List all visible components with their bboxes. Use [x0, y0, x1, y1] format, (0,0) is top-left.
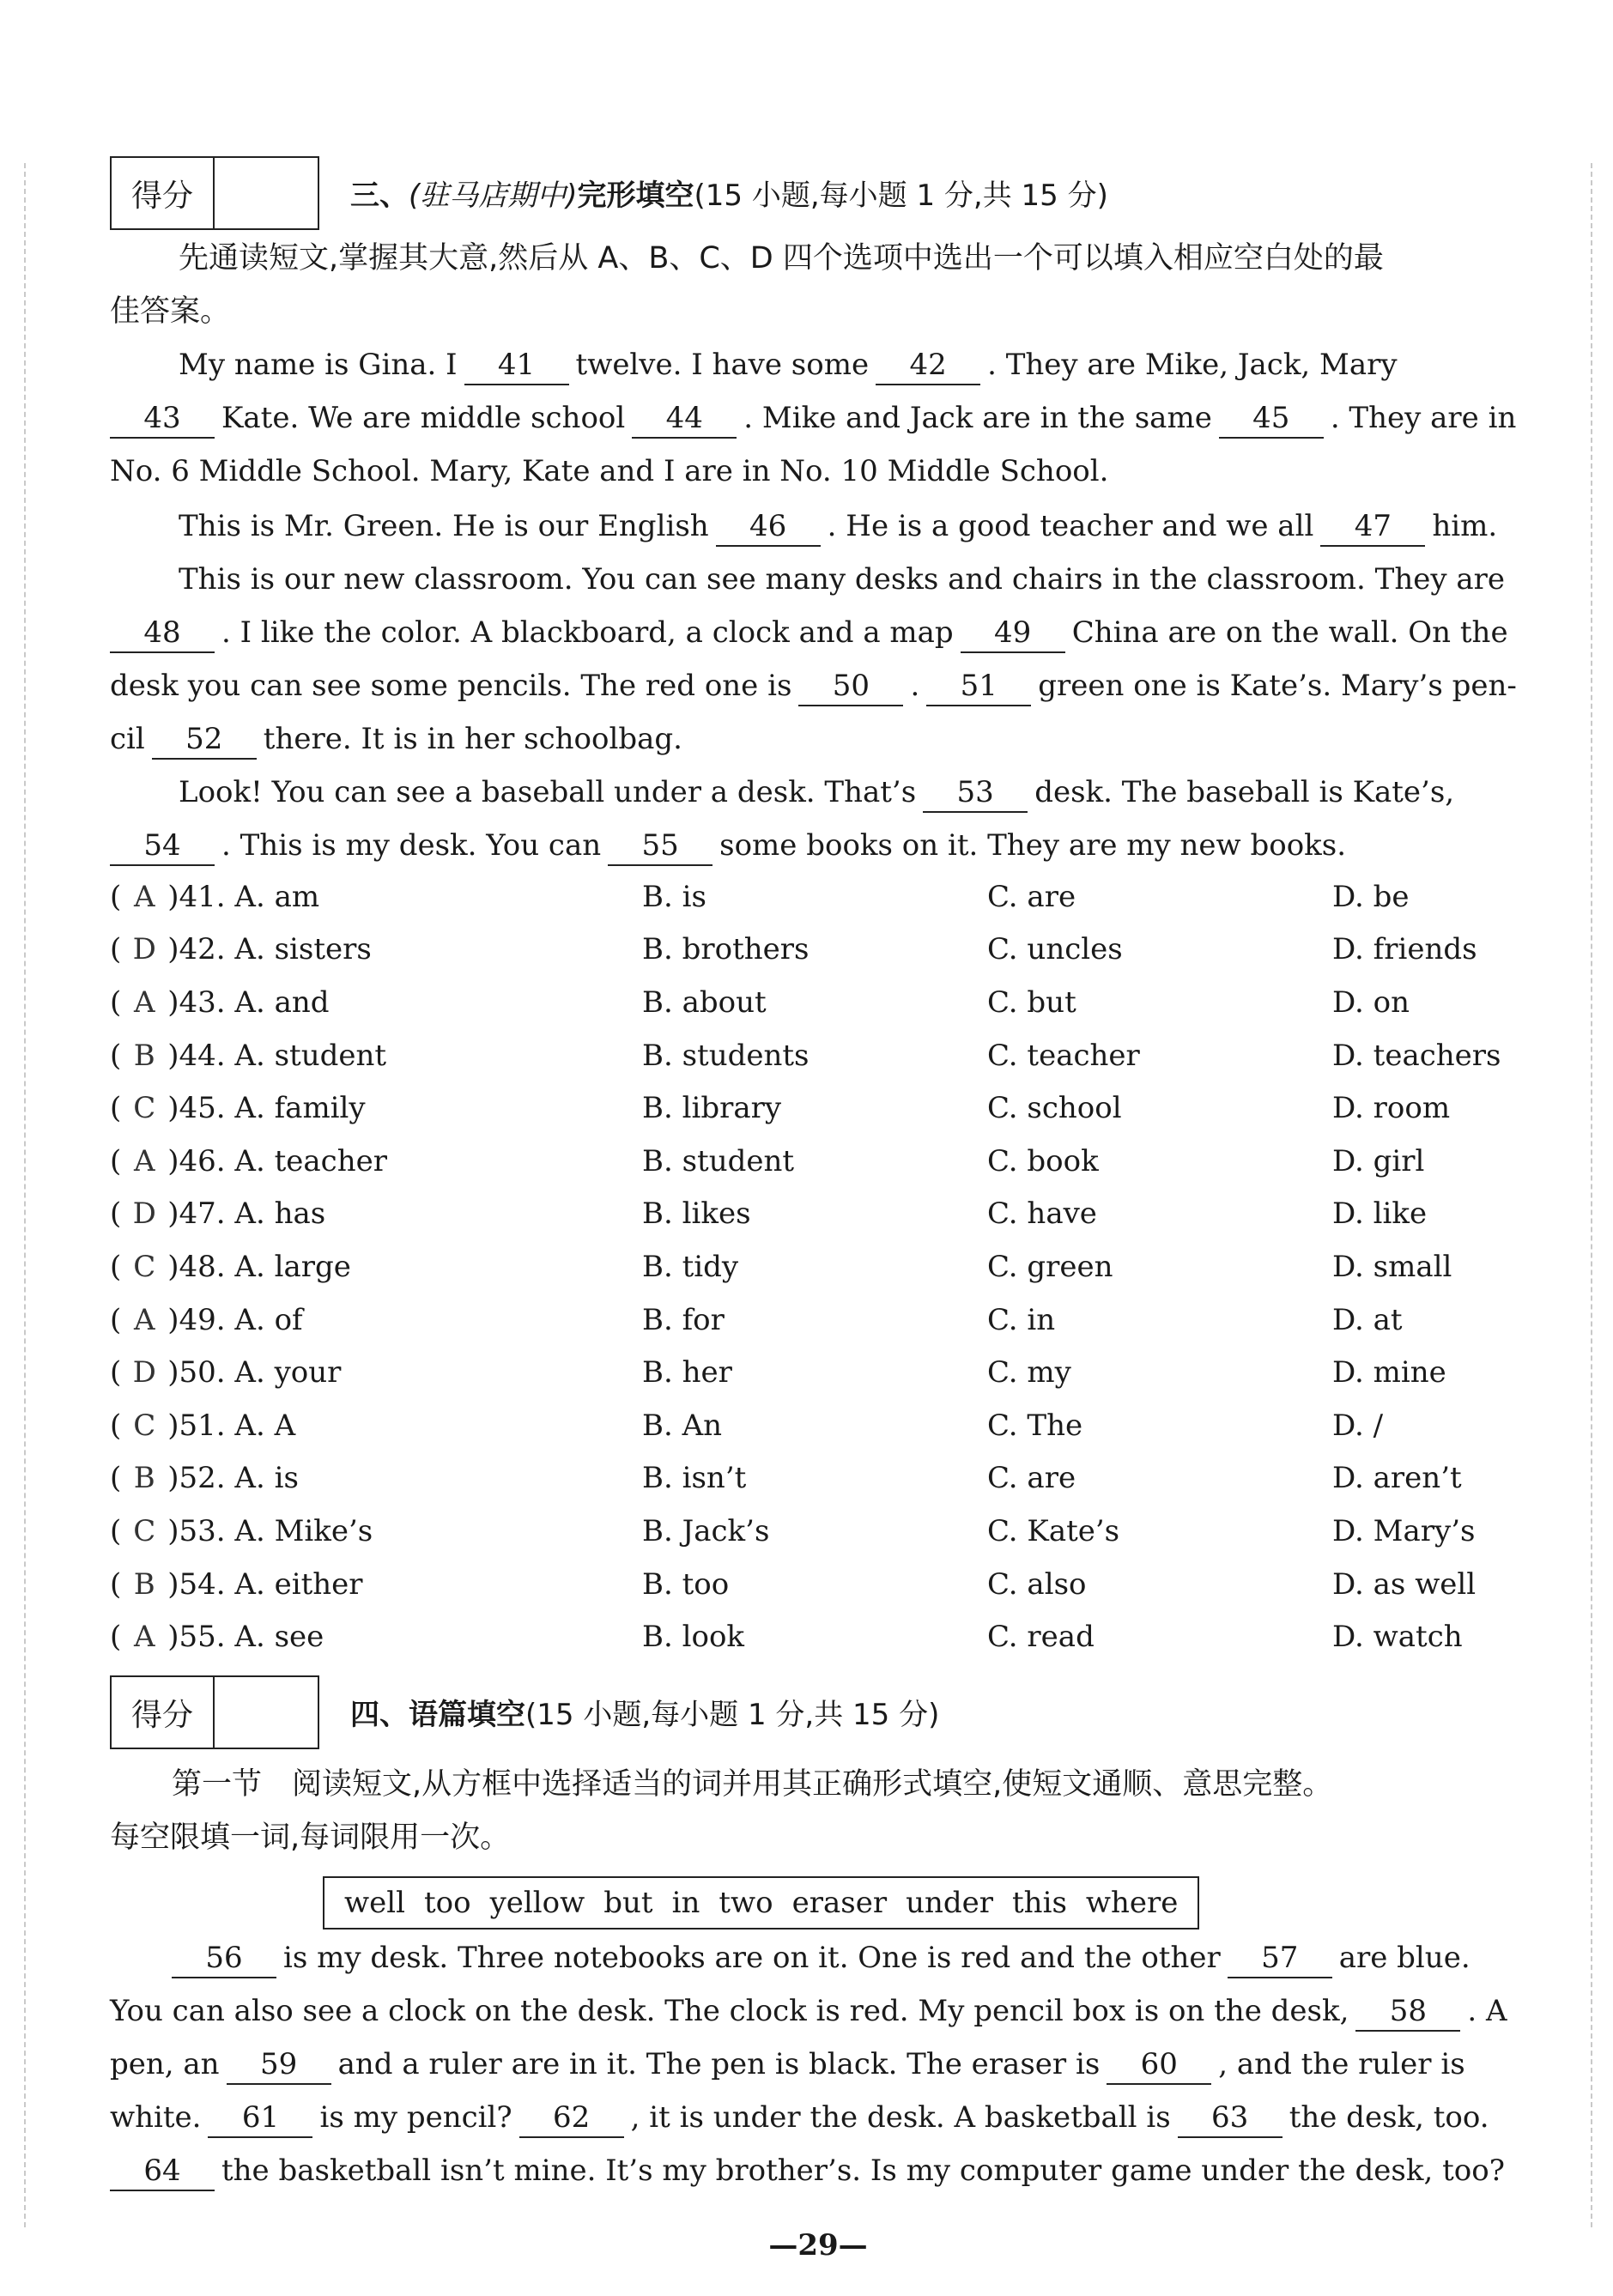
section4-name: 语篇填空: [409, 1698, 525, 1732]
passage4-paragraph1: 56 is my desk. Three notebooks are on it. One is red and the other 57 are blue. You can also see a clock on the desk. The clock is red. My pencil box is on the desk, 58 . A pen, an 59 and a ruler are in it. The pen is black. The eraser is 60 , and the ruler is white. 61 is my pencil? 62 , it is under the desk. A basketball is 63 the desk, too. 64 the basketball isn’t mine. It’s my brother’s. Is my computer game under the desk, too?: [110, 1931, 1526, 2197]
blank-59: 59: [227, 2045, 331, 2085]
blank-63: 63: [1178, 2099, 1283, 2138]
option-row: ( B )44. A. student B. students C. teacher D. teachers: [110, 1029, 1526, 1082]
question-number: )42.: [167, 932, 226, 967]
option-c: C. but: [987, 984, 1076, 1020]
option-d: D. on: [1332, 984, 1410, 1020]
option-d: D. /: [1332, 1408, 1384, 1443]
question-number: )50.: [167, 1355, 226, 1390]
option-d: D. teachers: [1332, 1038, 1501, 1073]
option-b: B. An: [642, 1408, 723, 1443]
word-bank-item: under: [906, 1886, 994, 1920]
word-bank-item: where: [1085, 1886, 1179, 1920]
blank-52: 52: [152, 720, 257, 760]
option-d: D. Mary’s: [1332, 1513, 1476, 1548]
option-a: A. is: [234, 1461, 299, 1496]
blank-42: 42: [876, 346, 980, 385]
option-b: B. for: [642, 1302, 725, 1337]
option-row: ( D )42. A. sisters B. brothers C. uncles D. friends: [110, 924, 1526, 977]
answer-letter: A: [133, 1302, 155, 1337]
word-bank-item: eraser: [791, 1886, 888, 1920]
option-d: D. watch: [1332, 1620, 1463, 1655]
option-d: D. at: [1332, 1302, 1403, 1337]
passage3-paragraph3: This is our new classroom. You can see many desks and chairs in the classroom. They are 48 . I like the color. A blackboard, a clock and a map 49 China are on the wall. On the desk you can see some pencils. The red one is 50 . 51 green one is Kate’s. Mary’s pen- cil 52 there. It is in her schoolbag.: [110, 553, 1526, 766]
option-row: ( B )52. A. is B. isn’t C. are D. aren’t: [110, 1452, 1526, 1505]
word-bank-item: but: [603, 1886, 653, 1920]
word-bank-item: in: [671, 1886, 700, 1920]
option-d: D. mine: [1332, 1355, 1446, 1390]
option-row: ( B )54. A. either B. too C. also D. as well: [110, 1558, 1526, 1611]
answer-letter: A: [133, 984, 155, 1020]
score-box-section3: [110, 156, 319, 230]
section3-number: 三、: [350, 179, 409, 213]
option-c: C. in: [987, 1302, 1056, 1337]
instruction-line1: 先通读短文,掌握其大意,然后从 A、B、C、D 四个选项中选出一个可以填入相应空白处的最: [179, 241, 1384, 276]
option-a: A. sisters: [234, 932, 372, 967]
question-number: )44.: [167, 1038, 226, 1073]
right-margin-dashes: [1591, 163, 1592, 2227]
option-a: A. large: [234, 1249, 351, 1284]
option-c: C. book: [987, 1143, 1099, 1178]
section4-instructions: [110, 1758, 1526, 1864]
option-b: B. brothers: [642, 932, 810, 967]
passage3-paragraph1: My name is Gina. I 41 twelve. I have some 42 . They are Mike, Jack, Mary 43 Kate. We are middle school 44 . Mike and Jack are in the same 45 . They are in No. 6 Middle School. Mary, Kate and I are in No. 10 Middle School.: [110, 348, 1517, 488]
blank-48: 48: [110, 614, 215, 653]
option-c: C. green: [987, 1249, 1113, 1284]
option-a: A. has: [234, 1196, 326, 1232]
option-row: ( D )47. A. has B. likes C. have D. like: [110, 1188, 1526, 1241]
section4-points: (15 小题,每小题 1 分,共 15 分): [525, 1698, 940, 1732]
instruction-line1: 第一节 阅读短文,从方框中选择适当的词并用其正确形式填空,使短文通顺、意思完整。: [172, 1767, 1333, 1802]
answer-letter: B: [133, 1038, 155, 1073]
answer-letter: C: [133, 1513, 156, 1548]
option-a: A. and: [234, 984, 330, 1020]
blank-54: 54: [110, 827, 215, 866]
score-blank: [215, 158, 318, 228]
blank-45: 45: [1219, 399, 1324, 439]
option-a: A. student: [234, 1038, 387, 1073]
section3-instructions: [110, 232, 1526, 338]
option-row: ( A )43. A. and B. about C. but D. on: [110, 976, 1526, 1029]
page-number: —29—: [768, 2228, 868, 2263]
blank-43: 43: [110, 399, 215, 439]
answer-letter: A: [133, 1620, 155, 1655]
blank-44: 44: [632, 399, 737, 439]
question-number: )46.: [167, 1143, 226, 1178]
option-d: D. friends: [1332, 932, 1477, 967]
passage3-paragraph4: Look! You can see a baseball under a desk. That’s 53 desk. The baseball is Kate’s, 54 . This is my desk. You can 55 some books on it. They are my new books.: [110, 766, 1526, 872]
question-number: )48.: [167, 1249, 226, 1284]
blank-55: 55: [608, 827, 713, 866]
option-b: B. isn’t: [642, 1461, 747, 1496]
question-number: )43.: [167, 984, 226, 1020]
option-row: ( D )50. A. your B. her C. my D. mine: [110, 1346, 1526, 1399]
blank-60: 60: [1107, 2045, 1211, 2085]
option-b: B. about: [642, 984, 767, 1020]
score-label: 得分: [112, 1677, 215, 1748]
option-b: B. likes: [642, 1196, 751, 1232]
option-d: D. aren’t: [1332, 1461, 1462, 1496]
answer-letter: B: [133, 1566, 155, 1602]
question-number: )52.: [167, 1461, 226, 1496]
option-a: A. teacher: [234, 1143, 387, 1178]
blank-61: 61: [208, 2099, 312, 2138]
option-c: C. read: [987, 1620, 1095, 1655]
score-label: 得分: [112, 158, 215, 228]
option-d: D. room: [1332, 1091, 1451, 1126]
option-b: B. her: [642, 1355, 732, 1390]
option-a: A. am: [234, 879, 320, 914]
instruction-line2: 每空限填一词,每词限用一次。: [110, 1820, 511, 1855]
options-list: [110, 870, 1526, 1663]
option-b: B. too: [642, 1566, 730, 1602]
blank-50: 50: [798, 667, 903, 706]
option-d: D. like: [1332, 1196, 1428, 1232]
blank-46: 46: [716, 507, 821, 547]
passage3-paragraph2: This is Mr. Green. He is our English 46 . He is a good teacher and we all 47 him.: [110, 500, 1526, 553]
answer-letter: C: [133, 1408, 156, 1443]
option-c: C. have: [987, 1196, 1097, 1232]
option-a: A. your: [234, 1355, 342, 1390]
answer-letter: A: [133, 1143, 155, 1178]
question-number: )45.: [167, 1091, 226, 1126]
option-c: C. my: [987, 1355, 1071, 1390]
option-a: A. see: [234, 1620, 324, 1655]
option-c: C. are: [987, 879, 1076, 914]
option-row: ( A )41. A. am B. is C. are D. be: [110, 870, 1526, 924]
option-b: B. tidy: [642, 1249, 739, 1284]
option-row: ( C )51. A. A B. An C. The D. /: [110, 1399, 1526, 1452]
section4-number: 四、: [350, 1698, 409, 1732]
section3-points: (15 小题,每小题 1 分,共 15 分): [694, 179, 1108, 213]
option-c: C. are: [987, 1461, 1076, 1496]
word-bank-item: too: [423, 1886, 471, 1920]
section3-name: 完形填空: [577, 179, 694, 213]
option-d: D. as well: [1332, 1566, 1477, 1602]
instruction-line2: 佳答案。: [110, 294, 231, 329]
word-bank-item: this: [1012, 1886, 1067, 1920]
word-bank-item: well: [344, 1886, 405, 1920]
option-row: ( C )48. A. large B. tidy C. green D. small: [110, 1240, 1526, 1293]
left-margin-dashes: [24, 163, 26, 2227]
option-a: A. A: [234, 1408, 296, 1443]
question-number: )55.: [167, 1620, 226, 1655]
score-blank: [215, 1677, 318, 1748]
option-c: C. The: [987, 1408, 1083, 1443]
option-row: ( A )46. A. teacher B. student C. book D. girl: [110, 1135, 1526, 1188]
option-d: D. small: [1332, 1249, 1452, 1284]
blank-64: 64: [110, 2152, 215, 2191]
option-row: ( C )45. A. family B. library C. school D. room: [110, 1081, 1526, 1135]
answer-letter: D: [132, 1196, 156, 1232]
option-b: B. student: [642, 1143, 795, 1178]
blank-62: 62: [519, 2099, 624, 2138]
question-number: )47.: [167, 1196, 226, 1232]
option-c: C. Kate’s: [987, 1513, 1120, 1548]
blank-53: 53: [923, 773, 1028, 813]
answer-letter: D: [132, 932, 156, 967]
option-c: C. school: [987, 1091, 1122, 1126]
option-row: ( C )53. A. Mike’s B. Jack’s C. Kate’s D. Mary’s: [110, 1505, 1526, 1558]
blank-51: 51: [926, 667, 1031, 706]
answer-letter: C: [133, 1091, 156, 1126]
option-a: A. family: [234, 1091, 366, 1126]
option-c: C. also: [987, 1566, 1087, 1602]
option-c: C. uncles: [987, 932, 1123, 967]
option-b: B. look: [642, 1620, 745, 1655]
option-c: C. teacher: [987, 1038, 1140, 1073]
option-d: D. be: [1332, 879, 1410, 914]
section3-title: [350, 172, 1108, 214]
section4-title: [350, 1691, 939, 1733]
blank-58: 58: [1355, 1992, 1460, 2032]
answer-letter: D: [132, 1355, 156, 1390]
option-row: ( A )55. A. see B. look C. read D. watch: [110, 1610, 1526, 1663]
option-b: B. students: [642, 1038, 810, 1073]
blank-57: 57: [1228, 1939, 1332, 1978]
blank-49: 49: [961, 614, 1065, 653]
option-a: A. either: [234, 1566, 363, 1602]
word-bank-item: yellow: [489, 1886, 585, 1920]
option-a: A. Mike’s: [234, 1513, 373, 1548]
option-b: B. is: [642, 879, 706, 914]
answer-letter: A: [133, 879, 155, 914]
question-number: )54.: [167, 1566, 226, 1602]
question-number: )53.: [167, 1513, 226, 1548]
option-a: A. of: [234, 1302, 303, 1337]
option-d: D. girl: [1332, 1143, 1425, 1178]
score-box-section4: [110, 1675, 319, 1749]
section3-tag: (驻马店期中): [409, 179, 578, 213]
word-bank-box: [323, 1876, 1199, 1929]
question-number: )51.: [167, 1408, 226, 1443]
option-row: ( A )49. A. of B. for C. in D. at: [110, 1293, 1526, 1347]
question-number: )41.: [167, 879, 226, 914]
question-number: )49.: [167, 1302, 226, 1337]
option-b: B. Jack’s: [642, 1513, 770, 1548]
answer-letter: C: [133, 1249, 156, 1284]
blank-47: 47: [1320, 507, 1425, 547]
answer-letter: B: [133, 1461, 155, 1496]
blank-41: 41: [464, 346, 569, 385]
blank-56: 56: [172, 1939, 276, 1978]
word-bank-item: two: [719, 1886, 773, 1920]
option-b: B. library: [642, 1091, 782, 1126]
